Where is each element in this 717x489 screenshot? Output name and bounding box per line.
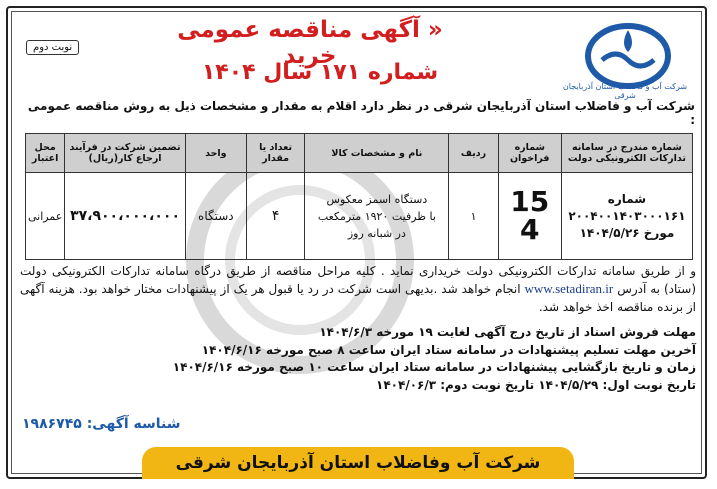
cell-call-no	[498, 173, 561, 260]
date-line-1: مهلت فروش اسناد از تاریخ درج آگهی لغایت ۱۹ مورخه ۱۴۰۴/۶/۳	[319, 325, 696, 339]
header-qty: تعداد یا مقدار	[246, 134, 304, 173]
round-badge: نوبت دوم	[26, 40, 79, 55]
cell-unit: دستگاه	[185, 173, 246, 260]
table-row	[26, 173, 693, 260]
page-title: « آگهی مناقصه عمومی خرید	[177, 17, 443, 69]
setad-date: مورخ ۱۴۰۴/۵/۲۶	[579, 225, 675, 240]
call-no-top: 15	[510, 185, 550, 218]
header-setad-no: شماره مندرج در سامانه تدارکات الکترونیکی دولت	[561, 134, 692, 173]
date-line-2: آخرین مهلت تسلیم پیشنهادات در سامانه ستاد ایران ساعت ۸ صبح مورخه ۱۴۰۴/۶/۱۶	[201, 342, 696, 357]
intro-text: شرکت آب و فاضلاب استان آذربایجان شرقی در نظر دارد اقلام به مقدار و مشخصات ذیل به روش مناقصه عمومی :	[27, 99, 695, 127]
header-row: ردیف	[449, 134, 498, 173]
paragraph-part-2: انجام خواهد شد .بدیهی است شرکت در رد یا قبول هر یک از پیشنهادات مختار خواهد بود. هزینه آگهی از برنده مناقصه اخذ خواهد شد.	[20, 282, 696, 314]
name-line-1: دستگاه اسمز معکوس	[326, 192, 428, 206]
paragraph-part-1: و از طریق سامانه تدارکات الکترونیکی دولت خریداری نماید . کلیه مراحل مناقصه از طریق درگاه سامانه تدارکات الکترونیکی دولت (ستاد) به آدرس	[20, 264, 696, 296]
logo-caption: شرکت آب و فاضلاب استان آذربایجان شرقی	[562, 82, 688, 100]
setad-number: ۲۰۰۴۰۰۱۴۰۳۰۰۰۱۶۱	[568, 208, 686, 223]
name-line-2: با ظرفیت ۱۹۲۰ مترمکعب	[317, 209, 436, 223]
footer-banner: شرکت آب وفاضلاب استان آذربایجان شرقی	[142, 447, 574, 479]
ad-id: شناسه آگهی: ۱۹۸۶۷۴۵	[22, 416, 181, 432]
description-paragraph	[20, 262, 696, 316]
setad-label: شماره	[607, 191, 647, 206]
table-header-row	[26, 134, 693, 173]
name-line-3: در شبانه روز	[347, 226, 406, 240]
cell-row-no: ۱	[449, 173, 498, 260]
date-line-4: تاریخ نوبت اول: ۱۴۰۴/۵/۲۹ تاریخ نوبت دوم: ۱۴۰۴/۰۶/۳	[376, 377, 696, 392]
setad-link[interactable]: www.setadiran.ir	[524, 281, 614, 296]
header-guarantee: تضمین شرکت در فرآیند ارجاع کار(ریال)	[65, 134, 186, 173]
dates-list	[160, 324, 696, 394]
cell-name	[305, 173, 449, 260]
cell-credit: عمرانی	[26, 173, 65, 260]
items-table	[25, 133, 693, 260]
header-credit: محل اعتبار	[26, 134, 65, 173]
cell-setad-no	[561, 173, 692, 260]
header-name: نام و مشخصات کالا	[305, 134, 449, 173]
cell-guarantee: ۳۷،۹۰۰،۰۰۰،۰۰۰	[65, 173, 186, 260]
header-call-no: شماره فراخوان	[498, 134, 561, 173]
header-unit: واحد	[185, 134, 246, 173]
call-no-bottom: 4	[520, 213, 540, 246]
date-line-3: زمان و تاریخ بازگشایی پیشنهادات در سامانه ستاد ایران ساعت ۱۰ صبح مورخه ۱۴۰۴/۶/۱۶	[172, 360, 696, 374]
cell-qty: ۴	[246, 173, 304, 260]
tender-number: شماره ۱۷۱ سال ۱۴۰۴	[201, 60, 439, 85]
